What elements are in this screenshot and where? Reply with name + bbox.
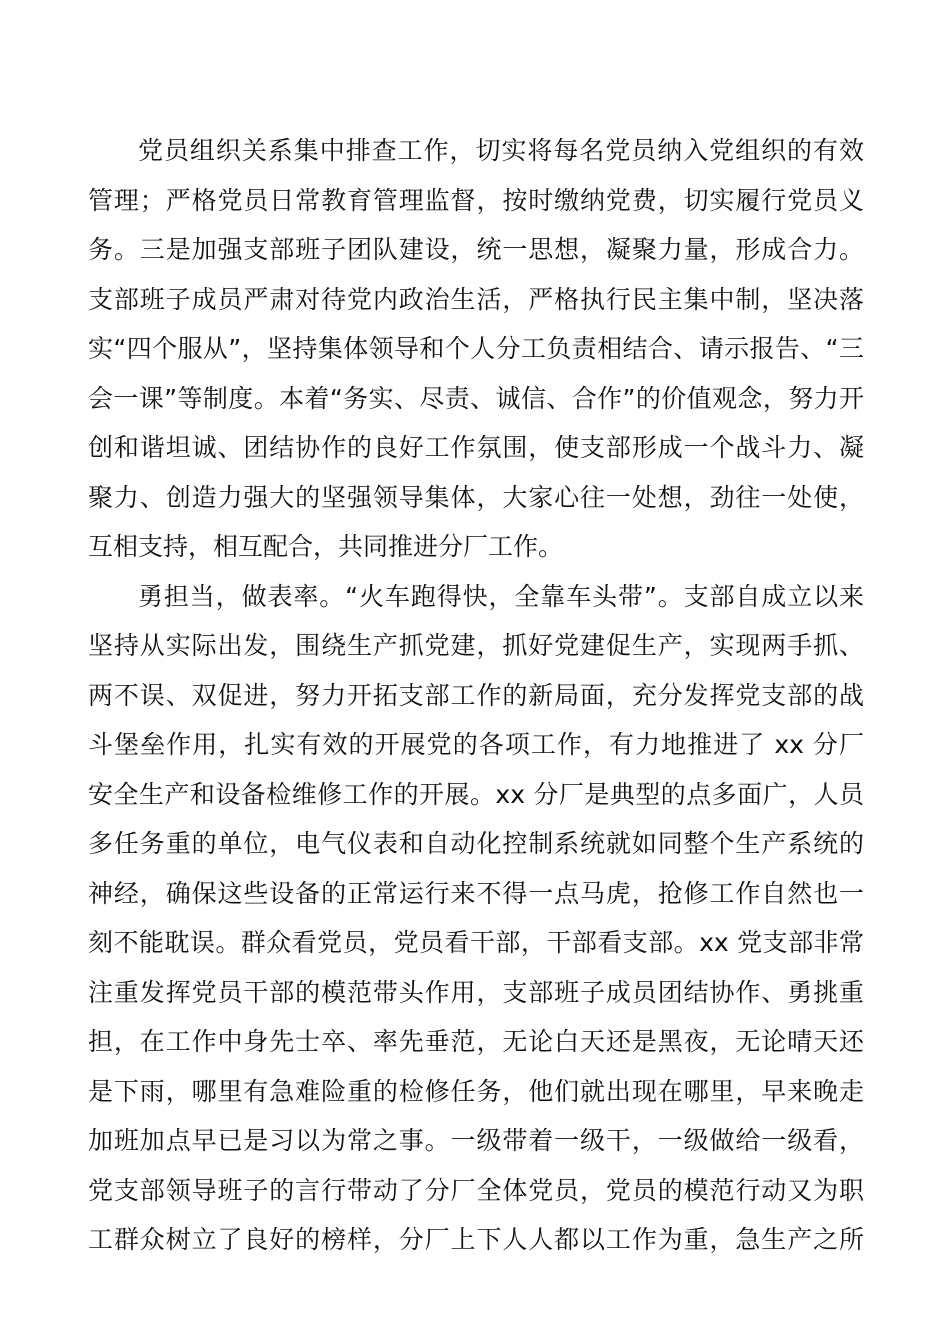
- paragraph-line: 实“四个服从”，坚持集体领导和个人分工负责相结合、请示报告、“三: [88, 334, 864, 363]
- paragraph-line: 加班加点早已是习以为常之事。一级带着一级干，一级做给一级看，: [88, 1126, 864, 1155]
- paragraph-line: 创和谐坦诚、团结协作的良好工作氛围，使支部形成一个战斗力、凝: [88, 433, 864, 462]
- paragraph-line: 斗堡垒作用，扎实有效的开展党的各项工作，有力地推进了 xx 分厂: [88, 730, 864, 759]
- paragraph-line: 坚持从实际出发，围绕生产抓党建，抓好党建促生产，实现两手抓、: [88, 631, 864, 660]
- paragraph-line: 是下雨，哪里有急难险重的检修任务，他们就出现在哪里，早来晚走: [88, 1076, 864, 1106]
- paragraph-line: 担，在工作中身先士卒、率先垂范，无论白天还是黑夜，无论晴天还: [88, 1027, 864, 1056]
- paragraph-2: [88, 572, 864, 1265]
- paragraph-line: 党员组织关系集中排查工作，切实将每名党员纳入党组织的有效: [138, 136, 864, 165]
- paragraph-line: 安全生产和设备检维修工作的开展。xx 分厂是典型的点多面广，人员: [88, 779, 864, 809]
- paragraph-line: 聚力、创造力强大的坚强领导集体，大家心往一处想，劲往一处使，: [88, 482, 864, 512]
- paragraph-line: 注重发挥党员干部的模范带头作用，支部班子成员团结协作、勇挑重: [88, 977, 864, 1007]
- paragraph-line: 管理；严格党员日常教育管理监督，按时缴纳党费，切实履行党员义: [88, 185, 864, 215]
- paragraph-line: 党支部领导班子的言行带动了分厂全体党员，党员的模范行动又为职: [88, 1175, 864, 1205]
- paragraph-line: 会一课”等制度。本着“务实、尽责、诚信、合作”的价值观念，努力开: [88, 383, 864, 413]
- paragraph-1: [88, 126, 864, 572]
- paragraph-line: 多任务重的单位，电气仪表和自动化控制系统就如同整个生产系统的: [88, 829, 864, 858]
- paragraph-line: 刻不能耽误。群众看党员，党员看干部，干部看支部。xx 党支部非常: [88, 928, 864, 957]
- paragraph-line: 工群众树立了良好的榜样，分厂上下人人都以工作为重，急生产之所: [88, 1225, 864, 1254]
- paragraph-line: 互相支持，相互配合，共同推进分厂工作。: [88, 532, 564, 561]
- body-text: [88, 126, 864, 1265]
- paragraph-line: 两不误、双促进，努力开拓支部工作的新局面，充分发挥党支部的战: [88, 680, 864, 710]
- paragraph-line: 支部班子成员严肃对待党内政治生活，严格执行民主集中制，坚决落: [88, 284, 864, 314]
- paragraph-line: 务。三是加强支部班子团队建设，统一思想，凝聚力量，形成合力。: [88, 235, 864, 264]
- paragraph-line: 神经，确保这些设备的正常运行来不得一点马虎，抢修工作自然也一: [88, 878, 864, 908]
- paragraph-line: 勇担当，做表率。“火车跑得快，全靠车头带”。支部自成立以来: [138, 581, 864, 611]
